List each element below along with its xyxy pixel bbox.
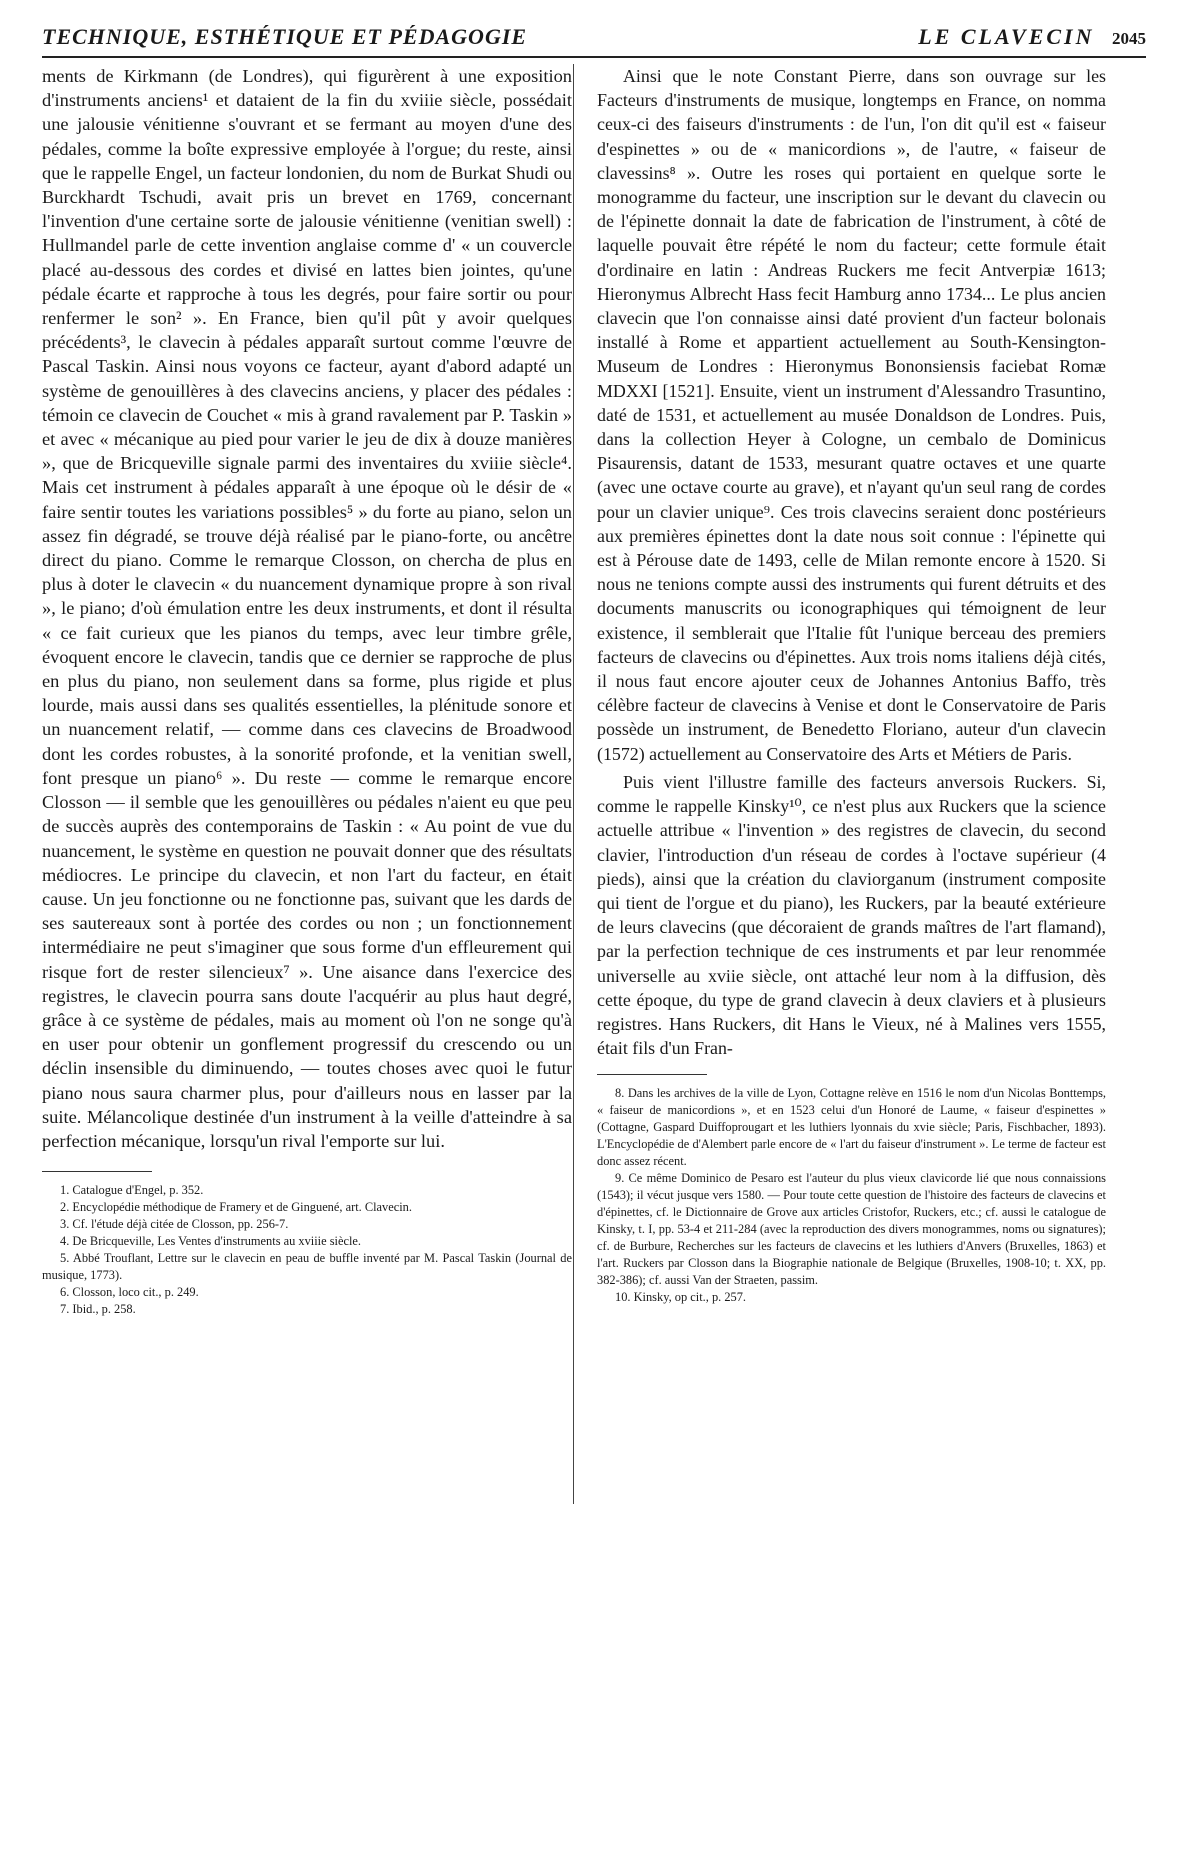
body-paragraph: Ainsi que le note Constant Pierre, dans son ouvrage sur les Facteurs d'instruments de musique, longtemps en France, on nomma ceux-ci des faiseurs d'instruments : de l'un, l'on dit qu'il est « faiseur d'espinettes » ou de « manicordions », de l'autre, « faiseur de clavessins⁸ ». Outre les roses qui portaient en quelque sorte le monogramme du facteur, une inscription sur le devant du clavecin ou de l'épinette donnait la date de fabrication de l'instrument, à côté de laquelle pouvait être répété le nom du facteur; cette formule était d'ordinaire en latin : Andreas Ruckers me fecit Antverpiæ 1613; Hieronymus Albrecht Hass fecit Hamburg anno 1734... Le plus ancien clavecin que l'on connaisse ainsi daté provient d'un facteur bolonais installé à Rome et appartient actuellement au South-Kensington-Museum de Londres : Hieronymus Bononsiensis faciebat Romæ MDXXI [1521]. Ensuite, vient un instrument d'Alessandro Trasuntino, daté de 1531, et actuellement au musée Donaldson de Londres. Puis, dans la collection Heyer à Cologne, un cembalo de Dominicus Pisaurensis, datant de 1533, mesurant quatre octaves et une quarte (avec une octave courte au grave), et n'ayant qu'un seul rang de cordes pour un clavier unique⁹. Ces trois clavecins seraient donc postérieurs aux premières épinettes dont la date nous soit connue : l'épinette qui est à Pérouse date de 1493, celle de Milan remonte encore à 1520. Si nous ne tenions compte aussi des instruments qui furent détruits et des documents manuscrits ou iconographiques qui témoignent de leur existence, il semblerait que l'Italie fût l'unique berceau des premiers facteurs de clavecins ou d'épinettes. Aux trois noms italiens déjà cités, il nous faut encore ajouter ceux de Johannes Antonius Baffo, très célèbre facteur de clavecins à Venise et dont le Conservatoire de Paris possède un instrument, de Benedetto Floriano, auteur d'un clavecin (1572) actuellement au Conservatoire des Arts et Métiers de Paris.	[597, 66, 1106, 764]
header-right	[918, 24, 1146, 50]
body-paragraph: Puis vient l'illustre famille des facteurs anversois Ruckers. Si, comme le rappelle Kinsky¹⁰, ce n'est plus aux Ruckers que la science actuelle attribue « l'invention » des registres de clavecin, du second clavier, l'introduction d'un réseau de cordes à l'octave supérieur (4 pieds), ainsi que la création du claviorganum (instrument composite qui tient de l'orgue et du piano), les Ruckers, par la beauté extérieure de leurs clavecins (que décoraient de grands maîtres de l'art flamand), par la perfection technique de ces instruments et par leur renommée universelle au xviie siècle, ont attaché leur nom à la diffusion, dès cette époque, du type de grand clavecin à deux claviers et à plusieurs registres. Hans Ruckers, dit Hans le Vieux, né à Malines vers 1555, était fils d'un Fran-	[597, 771, 1106, 1059]
footnote: 2. Encyclopédie méthodique de Framery et de Ginguené, art. Clavecin.	[60, 1200, 412, 1215]
page-header	[42, 22, 1146, 58]
right-column	[597, 64, 1106, 1306]
left-column	[42, 64, 572, 1318]
footnotes-left	[42, 1182, 572, 1318]
page-number: 2045	[1112, 29, 1146, 48]
column-divider	[573, 64, 574, 1504]
footnote: 9. Ce même Dominico de Pesaro est l'auteur du plus vieux clavicorde lié que nous connaissions (1543); il vécut jusque vers 1580. — Pour toute cette question de l'histoire des facteurs de clavecins et d'épinettes, cf. le Dictionnaire de Grove aux articles Cristofor, Ruckers, etc.; cf. aussi le catalogue de Kinsky, t. I, pp. 53-4 et 211-284 (avec la reproduction des divers monogrammes, noms ou signatures); cf. de Burbure, Recherches sur les facteurs de clavecins et les luthiers d'Anvers (Bruxelles, 1863) et l'art. Ruckers par Closson dans la Biographie nationale de Belgique (Bruxelles, 1908-10; t. XX, pp. 382-386); cf. aussi Van der Straeten, passim.	[597, 1171, 1106, 1288]
footnote: 1. Catalogue d'Engel, p. 352.	[60, 1183, 204, 1198]
footnote: 10. Kinsky, op cit., p. 257.	[615, 1290, 747, 1305]
footnote: 8. Dans les archives de la ville de Lyon, Cottagne relève en 1516 le nom d'un Nicolas Bonttemps, « faiseur de manicordions », et en 1523 celui d'un Honoré de Laume, « faiseur d'espinettes » (Cottagne, Gaspard Duiffoprougart et les luthiers lyonnais du xvie siècle; Paris, Fischbacher, 1893). L'Encyclopédie de d'Alembert parle encore de « l'art du faiseur d'instrument ». Le terme de facteur est donc assez récent.	[597, 1086, 1106, 1169]
body-paragraph: ments de Kirkmann (de Londres), qui figurèrent à une exposition d'instruments anciens¹ et dataient de la fin du xviiie siècle, possédait une jalousie vénitienne s'ouvrant et se fermant au moyen d'une des pédales, comme la boîte expressive employée à l'orgue; du reste, ainsi que le rappelle Engel, un facteur londonien, du nom de Burkat Shudi ou Burckhardt Tschudi, avait pris un brevet en 1769, concernant l'invention d'une certaine sorte de jalousie vénitienne (venitian swell) : Hullmandel parle de cette invention anglaise comme d' « un couvercle placé au-dessous des cordes et divisé en lattes bien jointes, qu'une pédale écarte et rapproche à tous les degrés, pour faire sortir ou pour renfermer le son² ». En France, bien qu'il pût y avoir quelques précédents³, le clavecin à pédales apparaît surtout comme l'œuvre de Pascal Taskin. Ainsi nous voyons ce facteur, ayant d'abord adapté un système de genouillères à des clavecins anciens, y placer des pédales : témoin ce clavecin de Couchet « mis à grand ravalement par P. Taskin » et avec « mécanique au pied pour varier le jeu de dix à douze manières », que de Bricqueville signale parmi des inventaires du xviiie siècle⁴. Mais cet instrument à pédales apparaît à une époque où le désir de « faire sentir toutes les variations possibles⁵ » du forte au piano, selon un assez fin dégradé, se trouve déjà réalisé par le piano-forte, ou ancêtre direct du piano. Comme le remarque Closson, on chercha de plus en plus à doter le clavecin « du nuancement dynamique propre à son rival », le piano; d'où émulation entre les deux instruments, et dont il résulta « ce fait curieux que les pianos du temps, avec leur timbre grêle, évoquent encore le clavecin, tandis que ce dernier se rapproche de plus en plus du piano, non seulement dans sa forme, plus rigide et plus lourde, mais aussi dans ses qualités essentielles, la plénitude sonore et un nuancement relatif, — comme dans ces clavecins de Broadwood dont les cordes robustes, à la sonorité profonde, et la venitian swell, font presque un piano⁶ ». Du reste — comme le remarque encore Closson — il semble que les genouillères ou pédales n'aient eu que peu de succès auprès des contemporains de Taskin : « Au point de vue du nuancement, le système en question ne pouvait donner que des résultats médiocres. Le principe du clavecin, et non l'art du facteur, en était cause. Un jeu fonctionne ou ne fonctionne pas, suivant que les dards de ses sautereaux sont à portée des cordes ou non ; un fonctionnement intermédiaire ne peut s'imaginer que sous forme d'un effleurement qui risque fort de rester silencieux⁷ ». Une aisance dans l'exercice des registres, le clavecin pourra sans doute l'acquérir au plus haut degré, grâce à ce système de pédales, mais au moment où l'on ne songe qu'à en user pour obtenir un gonflement progressif du crescendo ou un déclin insensible du diminuendo, — toutes choses avec quoi le futur piano nous saura charmer plus, pour d'ailleurs nous en lasser par la suite. Mélancolique destinée d'un instrument à la veille d'atteindre à sa perfection mécanique, lorsqu'un rival l'emporte sur lui.	[42, 66, 572, 1151]
footnote: 3. Cf. l'étude déjà citée de Closson, pp. 256-7.	[60, 1217, 289, 1232]
footnote: 4. De Bricqueville, Les Ventes d'instruments au xviiie siècle.	[60, 1234, 362, 1249]
footnote: 5. Abbé Trouflant, Lettre sur le clavecin en peau de buffle inventé par M. Pascal Taskin (Journal de musique, 1773).	[42, 1251, 572, 1283]
footnote-rule	[42, 1171, 152, 1172]
footnotes-right	[597, 1085, 1106, 1306]
footnote-rule	[597, 1074, 707, 1075]
footnote: 6. Closson, loco cit., p. 249.	[60, 1285, 199, 1300]
section-title: LE CLAVECIN	[918, 24, 1095, 49]
footnote: 7. Ibid., p. 258.	[60, 1302, 136, 1317]
running-title: TECHNIQUE, ESTHÉTIQUE ET PÉDAGOGIE	[42, 24, 528, 49]
